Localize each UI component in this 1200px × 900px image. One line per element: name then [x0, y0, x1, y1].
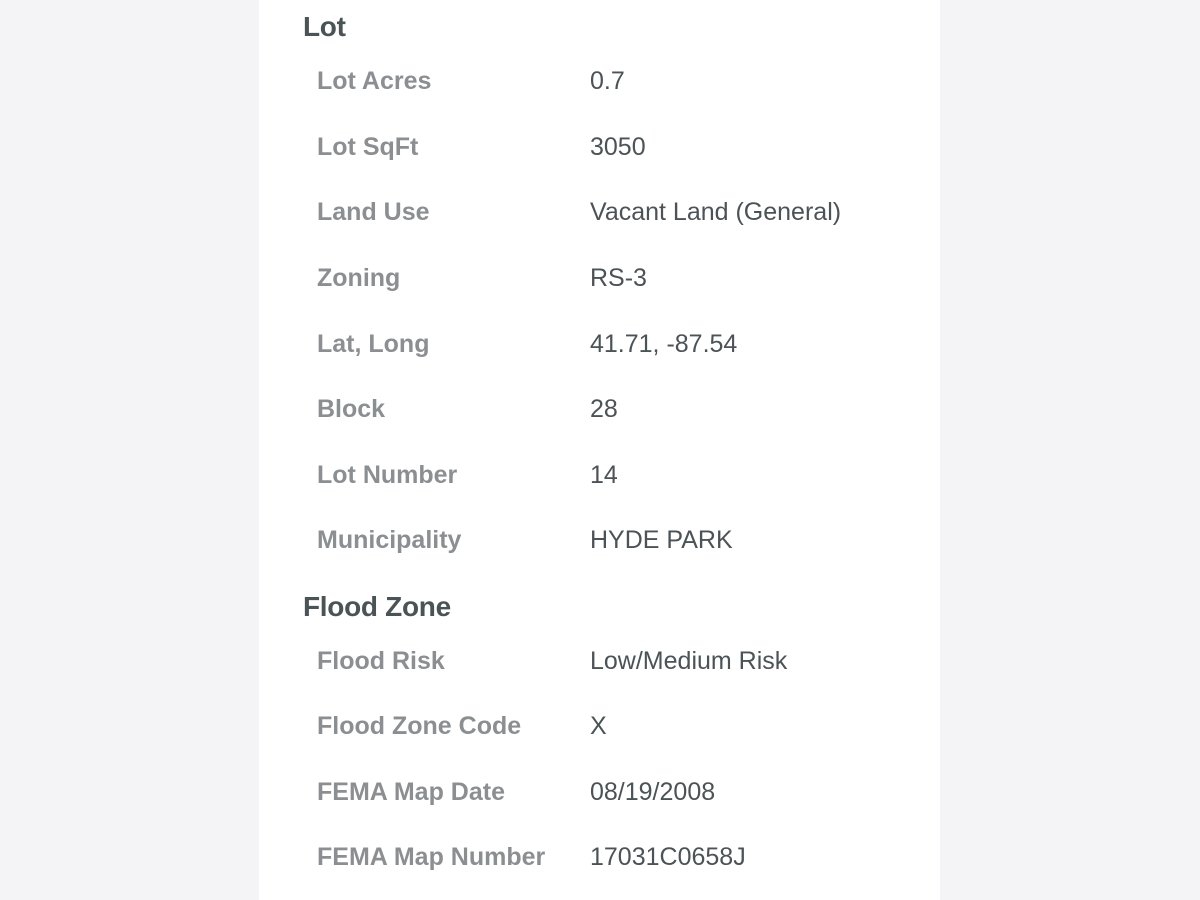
lot-acres-label: Lot Acres: [317, 67, 432, 95]
lot-sqft-value: 3050: [590, 133, 646, 161]
fema-map-date-value: 08/19/2008: [590, 778, 716, 806]
flood-risk-value: Low/Medium Risk: [590, 647, 788, 675]
fema-map-date-row: [317, 775, 917, 809]
flood-zone-code-value: X: [590, 712, 607, 740]
municipality-value: HYDE PARK: [590, 526, 733, 554]
lot-acres-row: [317, 64, 917, 98]
lot-section-title: Lot: [303, 11, 346, 42]
fema-map-date-label: FEMA Map Date: [317, 778, 505, 806]
block-row: [317, 392, 917, 426]
fema-map-number-label: FEMA Map Number: [317, 843, 546, 871]
next-section-title-fragment: [299, 890, 319, 900]
lat-long-value: 41.71, -87.54: [590, 330, 738, 358]
block-value: 28: [590, 395, 618, 423]
lot-number-label: Lot Number: [317, 461, 458, 489]
lat-long-row: [317, 327, 917, 361]
zoning-value: RS-3: [590, 264, 647, 292]
flood-zone-code-label: Flood Zone Code: [317, 712, 522, 740]
lot-sqft-label: Lot SqFt: [317, 133, 419, 161]
land-use-value: Vacant Land (General): [590, 198, 842, 226]
land-use-row: [317, 195, 917, 229]
flood-zone-code-row: [317, 709, 917, 743]
lot-acres-value: 0.7: [590, 67, 625, 95]
property-details-panel: [259, 0, 940, 900]
municipality-row: [317, 523, 917, 557]
lot-sqft-row: [317, 130, 917, 164]
flood-risk-label: Flood Risk: [317, 647, 445, 675]
zoning-label: Zoning: [317, 264, 401, 292]
municipality-label: Municipality: [317, 526, 462, 554]
fema-map-number-value: 17031C0658J: [590, 843, 746, 871]
lot-number-row: [317, 458, 917, 492]
block-label: Block: [317, 395, 386, 423]
flood-risk-row: [317, 644, 917, 678]
zoning-row: [317, 261, 917, 295]
lot-number-value: 14: [590, 461, 618, 489]
fema-map-number-row: [317, 840, 917, 874]
flood-zone-section-title: Flood Zone: [303, 591, 451, 622]
lat-long-label: Lat, Long: [317, 330, 430, 358]
land-use-label: Land Use: [317, 198, 430, 226]
